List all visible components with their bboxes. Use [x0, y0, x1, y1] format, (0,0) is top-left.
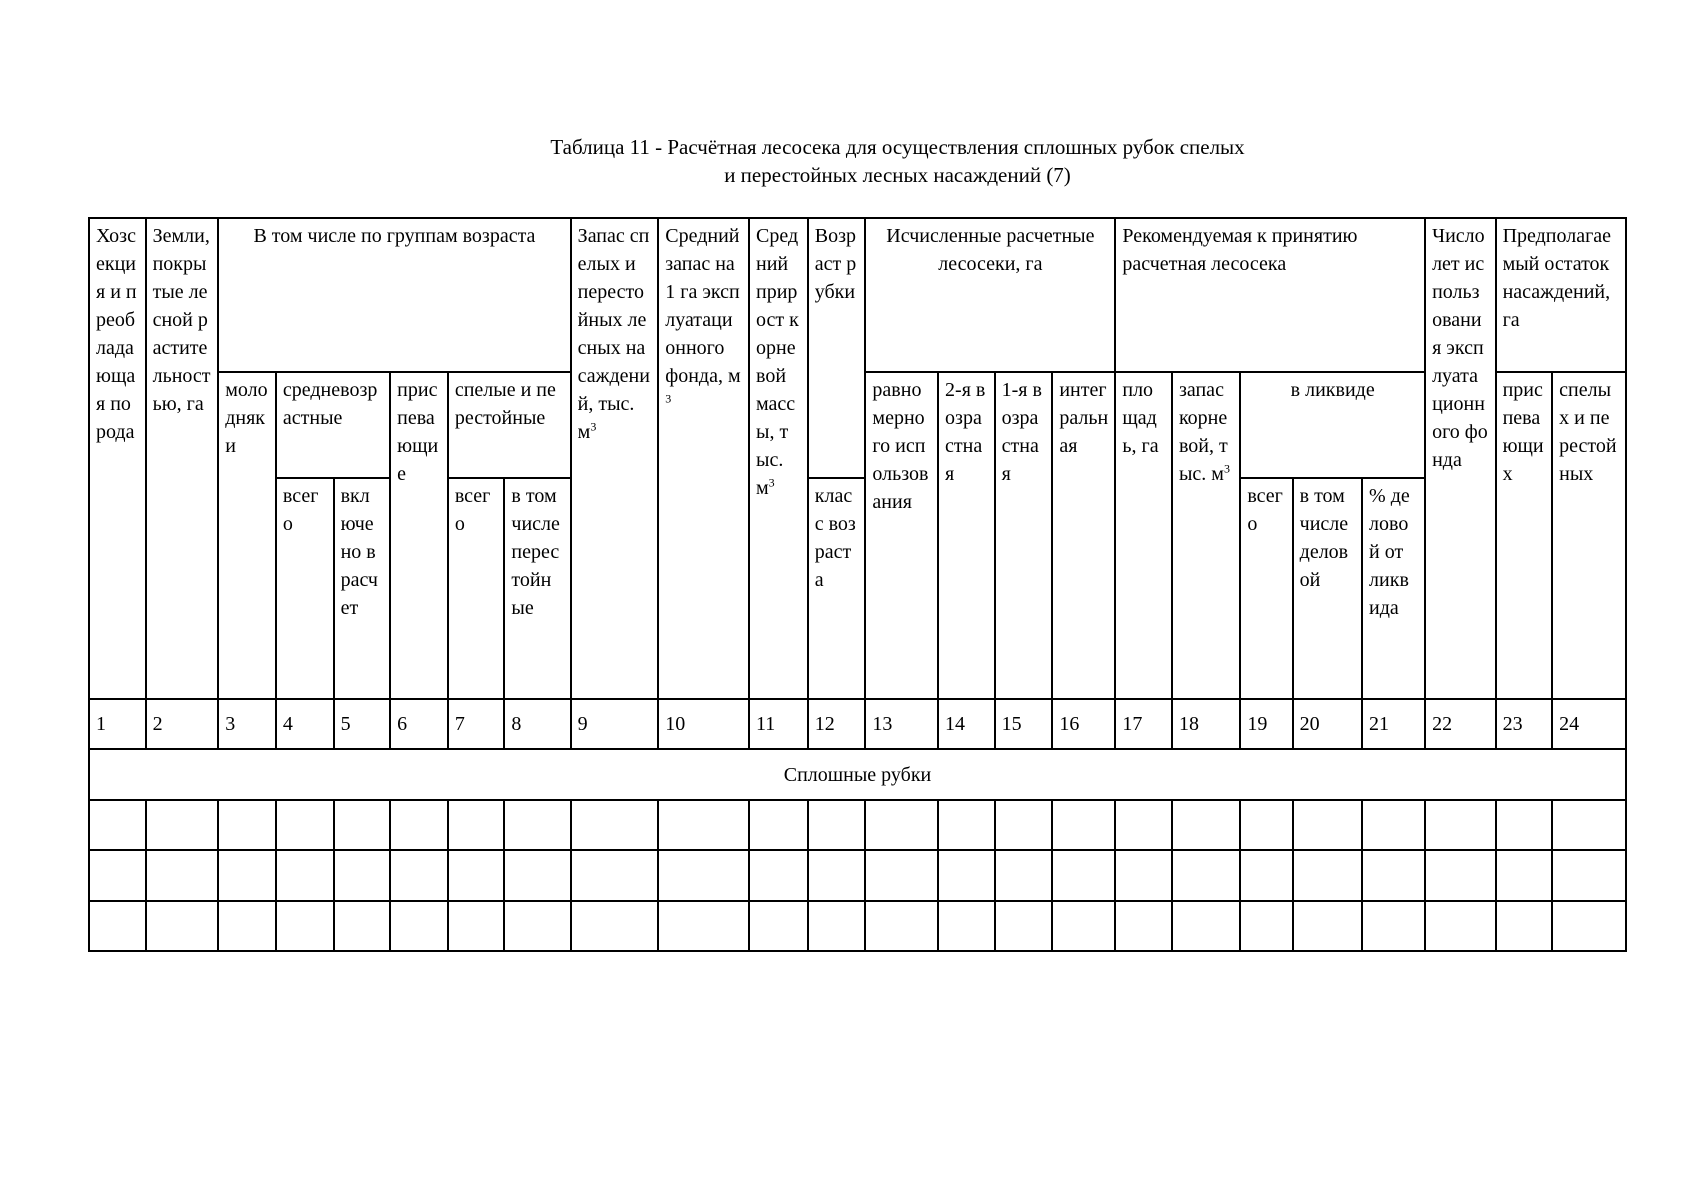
- table-cell[interactable]: [1172, 850, 1240, 900]
- table-cell[interactable]: [1496, 901, 1553, 952]
- table-cell[interactable]: [1240, 850, 1292, 900]
- table-cell[interactable]: [1115, 800, 1172, 850]
- table-cell[interactable]: [571, 800, 659, 850]
- table-cell[interactable]: [276, 850, 334, 900]
- table-cell[interactable]: [749, 850, 808, 900]
- header-age-groups: В том числе по группам возраста: [218, 218, 570, 372]
- column-number: 22: [1425, 699, 1495, 749]
- table-cell[interactable]: [938, 901, 995, 952]
- table-cell[interactable]: [749, 901, 808, 952]
- column-number: 14: [938, 699, 995, 749]
- table-cell[interactable]: [504, 850, 570, 900]
- header-uniform-use: равномерного использования: [865, 372, 938, 698]
- table-cell[interactable]: [865, 901, 938, 952]
- table-cell[interactable]: [658, 800, 749, 850]
- column-number: 13: [865, 699, 938, 749]
- table-cell[interactable]: [1293, 800, 1362, 850]
- header-expected-remainder: Предполагаемый остаток насаждений, га: [1496, 218, 1626, 372]
- header-in-liquid: в ликвиде: [1240, 372, 1425, 478]
- table-cell[interactable]: [995, 850, 1053, 900]
- table-cell[interactable]: [1240, 800, 1292, 850]
- header-mature-including-overmature: в том числе перестойные: [504, 478, 570, 698]
- header-years-of-use: Число лет использования эксплуатационного фонда: [1425, 218, 1495, 699]
- table-cell[interactable]: [808, 850, 866, 900]
- column-number: 3: [218, 699, 276, 749]
- table-cell[interactable]: [276, 800, 334, 850]
- header-second-age: 2-я возрастная: [938, 372, 995, 698]
- table-cell[interactable]: [1362, 800, 1425, 850]
- header-young-stands: молодняки: [218, 372, 276, 698]
- header-middle-aged-included: включено в расчет: [334, 478, 391, 698]
- table-cell[interactable]: [1240, 901, 1292, 952]
- table-cell[interactable]: [146, 901, 219, 952]
- header-calculated-cutting-areas: Исчисленные расчетные лесосеки, га: [865, 218, 1115, 372]
- section-row: [89, 749, 1626, 799]
- table-cell[interactable]: [89, 800, 146, 850]
- table-cell[interactable]: [658, 850, 749, 900]
- table-cell[interactable]: [89, 901, 146, 952]
- table-cell[interactable]: [448, 901, 505, 952]
- column-number: 17: [1115, 699, 1172, 749]
- column-number: 9: [571, 699, 659, 749]
- column-number: 23: [1496, 699, 1553, 749]
- table-cell[interactable]: [504, 800, 570, 850]
- header-root-stock: запас корневой, тыс. $м^3$: [1172, 372, 1240, 698]
- table-header: [89, 218, 1626, 699]
- table-cell[interactable]: [995, 901, 1053, 952]
- header-mature-overmature: спелые и перестойные: [448, 372, 571, 478]
- table-cell[interactable]: [1115, 850, 1172, 900]
- column-number: 8: [504, 699, 570, 749]
- header-recommended-cutting-area: Рекомендуемая к принятию расчетная лесосека: [1115, 218, 1425, 372]
- header-mature-stock: Запас спелых и перестойных лесных насаждений, тыс. $м^3$: [571, 218, 659, 699]
- table-cell[interactable]: [571, 901, 659, 952]
- column-number: 20: [1293, 699, 1362, 749]
- table-cell[interactable]: [89, 850, 146, 900]
- header-remainder-pre-mature: приспевающих: [1496, 372, 1553, 698]
- table-cell[interactable]: [1172, 901, 1240, 952]
- table-row: [89, 800, 1626, 850]
- header-average-stock: Средний запас на 1 га эксплуатационного фонда, $м^3$: [658, 218, 749, 699]
- column-number: 2: [146, 699, 219, 749]
- table-row: [89, 850, 1626, 900]
- column-number: 16: [1052, 699, 1115, 749]
- table-cell[interactable]: [808, 800, 866, 850]
- table-cell[interactable]: [1115, 901, 1172, 952]
- table-cell[interactable]: [1552, 800, 1626, 850]
- table-cell[interactable]: [865, 850, 938, 900]
- column-number: 11: [749, 699, 808, 749]
- table-cell[interactable]: [146, 850, 219, 900]
- table-cell[interactable]: [448, 850, 505, 900]
- column-number: 5: [334, 699, 391, 749]
- table-cell[interactable]: [334, 850, 391, 900]
- table-title-line-1: Таблица 11 - Расчётная лесосека для осуществления сплошных рубок спелых: [550, 135, 1245, 159]
- header-age-class: класс возраста: [808, 478, 866, 698]
- header-area-ha: площадь, га: [1115, 372, 1172, 698]
- table-title-line-2: и перестойных лесных насаждений (7): [724, 163, 1071, 187]
- table-cell[interactable]: [995, 800, 1053, 850]
- header-liquid-business: в том числе деловой: [1293, 478, 1362, 698]
- column-number: 19: [1240, 699, 1292, 749]
- column-number: 6: [390, 699, 448, 749]
- column-number: 1: [89, 699, 146, 749]
- table-cell[interactable]: [1552, 850, 1626, 900]
- table-body: [89, 699, 1626, 800]
- table-cell[interactable]: [1425, 901, 1495, 952]
- table-cell[interactable]: [1362, 850, 1425, 900]
- table-cell[interactable]: [390, 850, 448, 900]
- table-cell[interactable]: [448, 800, 505, 850]
- table-row: [89, 901, 1626, 952]
- header-forest-covered-land: Земли, покрытые лесной растительностью, га: [146, 218, 219, 699]
- table-cell[interactable]: [865, 800, 938, 850]
- table-cell[interactable]: [1425, 800, 1495, 850]
- table-cell[interactable]: [938, 800, 995, 850]
- column-number: 7: [448, 699, 505, 749]
- table-cell[interactable]: [1052, 800, 1115, 850]
- column-numbers-row: [89, 699, 1626, 749]
- table-title: [0, 133, 1697, 189]
- column-number: 21: [1362, 699, 1425, 749]
- table-cell[interactable]: [1496, 850, 1553, 900]
- table-cell[interactable]: [218, 901, 276, 952]
- table-cell[interactable]: [571, 850, 659, 900]
- header-remainder-mature: спелых и перестойных: [1552, 372, 1626, 698]
- table-cell[interactable]: [1362, 901, 1425, 952]
- table-cell[interactable]: [1552, 901, 1626, 952]
- table-cell[interactable]: [334, 901, 391, 952]
- table-cell[interactable]: [390, 901, 448, 952]
- table-cell[interactable]: [1425, 850, 1495, 900]
- header-average-growth: Средний прирост корневой массы, тыс. $м^3$: [749, 218, 808, 699]
- header-economic-section: Хозсекция и преобладающая порода: [89, 218, 146, 699]
- empty-rows: [89, 800, 1626, 951]
- header-middle-aged: средневозрастные: [276, 372, 390, 478]
- section-label: Сплошные рубки: [89, 749, 1626, 799]
- column-number: 18: [1172, 699, 1240, 749]
- column-number: 15: [995, 699, 1053, 749]
- header-cutting-age: Возраст рубки: [808, 218, 866, 478]
- column-number: 4: [276, 699, 334, 749]
- cutting-area-table: [88, 217, 1627, 952]
- table-cell[interactable]: [1293, 901, 1362, 952]
- table-cell[interactable]: [504, 901, 570, 952]
- table-cell[interactable]: [1052, 901, 1115, 952]
- header-mature-total: всего: [448, 478, 505, 698]
- table-cell[interactable]: [218, 800, 276, 850]
- table-cell[interactable]: [334, 800, 391, 850]
- header-business-percent: % деловой от ликвида: [1362, 478, 1425, 698]
- column-number: 12: [808, 699, 866, 749]
- table-cell[interactable]: [749, 800, 808, 850]
- table-cell[interactable]: [808, 901, 866, 952]
- table-cell[interactable]: [1293, 850, 1362, 900]
- column-number: 24: [1552, 699, 1626, 749]
- table-cell[interactable]: [1172, 800, 1240, 850]
- table-cell[interactable]: [146, 800, 219, 850]
- header-liquid-total: всего: [1240, 478, 1292, 698]
- table-cell[interactable]: [938, 850, 995, 900]
- header-integral: интегральная: [1052, 372, 1115, 698]
- column-number: 10: [658, 699, 749, 749]
- table-cell[interactable]: [218, 850, 276, 900]
- header-middle-aged-total: всего: [276, 478, 334, 698]
- header-first-age: 1-я возрастная: [995, 372, 1053, 698]
- table-cell[interactable]: [1052, 850, 1115, 900]
- table-cell[interactable]: [1496, 800, 1553, 850]
- table-cell[interactable]: [276, 901, 334, 952]
- table-cell[interactable]: [390, 800, 448, 850]
- table-cell[interactable]: [658, 901, 749, 952]
- header-pre-mature: приспевающие: [390, 372, 448, 698]
